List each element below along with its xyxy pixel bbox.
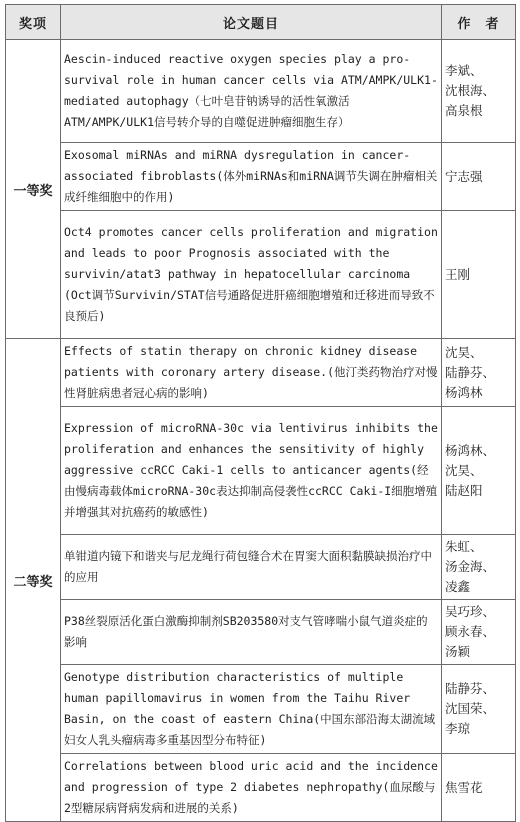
table-row: [6, 407, 516, 535]
header-title: 论文题目: [61, 5, 442, 40]
header-award: 奖项: [6, 5, 61, 40]
awards-table: [5, 4, 516, 822]
header-author: 作 者: [442, 5, 516, 40]
paper-authors: 杨鸿林、 沈昊、 陆赵阳: [442, 407, 516, 535]
award-second-prize: 二等奖: [6, 339, 61, 822]
paper-title: Effects of statin therapy on chronic kidney disease patients with coronary artery disease.(他汀类药物治疗对慢性肾脏病患者冠心病的影响): [61, 339, 442, 407]
award-first-prize: 一等奖: [6, 40, 61, 339]
paper-authors: 沈昊、 陆静芬、 杨鸿林: [442, 339, 516, 407]
table-row: [6, 535, 516, 600]
table-row: [6, 339, 516, 407]
table-row: [6, 754, 516, 822]
paper-title: Oct4 promotes cancer cells proliferation and migration and leads to poor Prognosis associated with the survivin/atat3 pathway in hepatocellular carcinoma (Oct调节Survivin/STAT信号通路促进肝癌细胞增殖和迁移进而导致不良预后): [61, 211, 442, 339]
paper-authors: 王刚: [442, 211, 516, 339]
paper-title: 单钳道内镜下和谐夹与尼龙绳行荷包缝合术在胃窦大面积黏膜缺损治疗中的应用: [61, 535, 442, 600]
paper-title: Genotype distribution characteristics of multiple human papillomavirus in women from the Taihu River Basin, on the coast of eastern China(中国东部沿海太湖流域妇女人乳头瘤病毒多重基因型分布特征): [61, 665, 442, 754]
header-row: [6, 5, 516, 40]
paper-title: Exosomal miRNAs and miRNA dysregulation in cancer-associated fibroblasts(体外miRNAs和miRNA调节失调在肿瘤相关成纤维细胞中的作用): [61, 143, 442, 211]
paper-authors: 宁志强: [442, 143, 516, 211]
paper-authors: 陆静芬、 沈国荣、 李琼: [442, 665, 516, 754]
paper-authors: 李斌、 沈根海、 高泉根: [442, 40, 516, 143]
table-row: [6, 40, 516, 143]
table-row: [6, 143, 516, 211]
table-row: [6, 600, 516, 665]
paper-title: Expression of microRNA-30c via lentivirus inhibits the proliferation and enhances the sensitivity of highly aggressive ccRCC Caki-1 cells to anticancer agents(经由慢病毒载体microRNA-30c表达抑制高侵袭性ccRCC Caki-I细胞增殖并增强其对抗癌药的敏感性): [61, 407, 442, 535]
table-row: [6, 665, 516, 754]
table-row: [6, 211, 516, 339]
paper-authors: 朱虹、 汤金海、 凌鑫: [442, 535, 516, 600]
paper-title: Correlations between blood uric acid and the incidence and progression of type 2 diabetes nephropathy(血尿酸与2型糖尿病肾病发病和进展的关系): [61, 754, 442, 822]
paper-authors: 吴巧珍、 顾永春、 汤颖: [442, 600, 516, 665]
paper-authors: 焦雪花: [442, 754, 516, 822]
paper-title: P38丝裂原活化蛋白激酶抑制剂SB203580对支气管哮喘小鼠气道炎症的影响: [61, 600, 442, 665]
paper-title: Aescin-induced reactive oxygen species play a pro-survival role in human cancer cells via ATM/AMPK/ULK1-mediated autophagy（七叶皂苷钠诱导的活性氧激活ATM/AMPK/ULK1信号转介导的自噬促进肿瘤细胞生存）: [61, 40, 442, 143]
